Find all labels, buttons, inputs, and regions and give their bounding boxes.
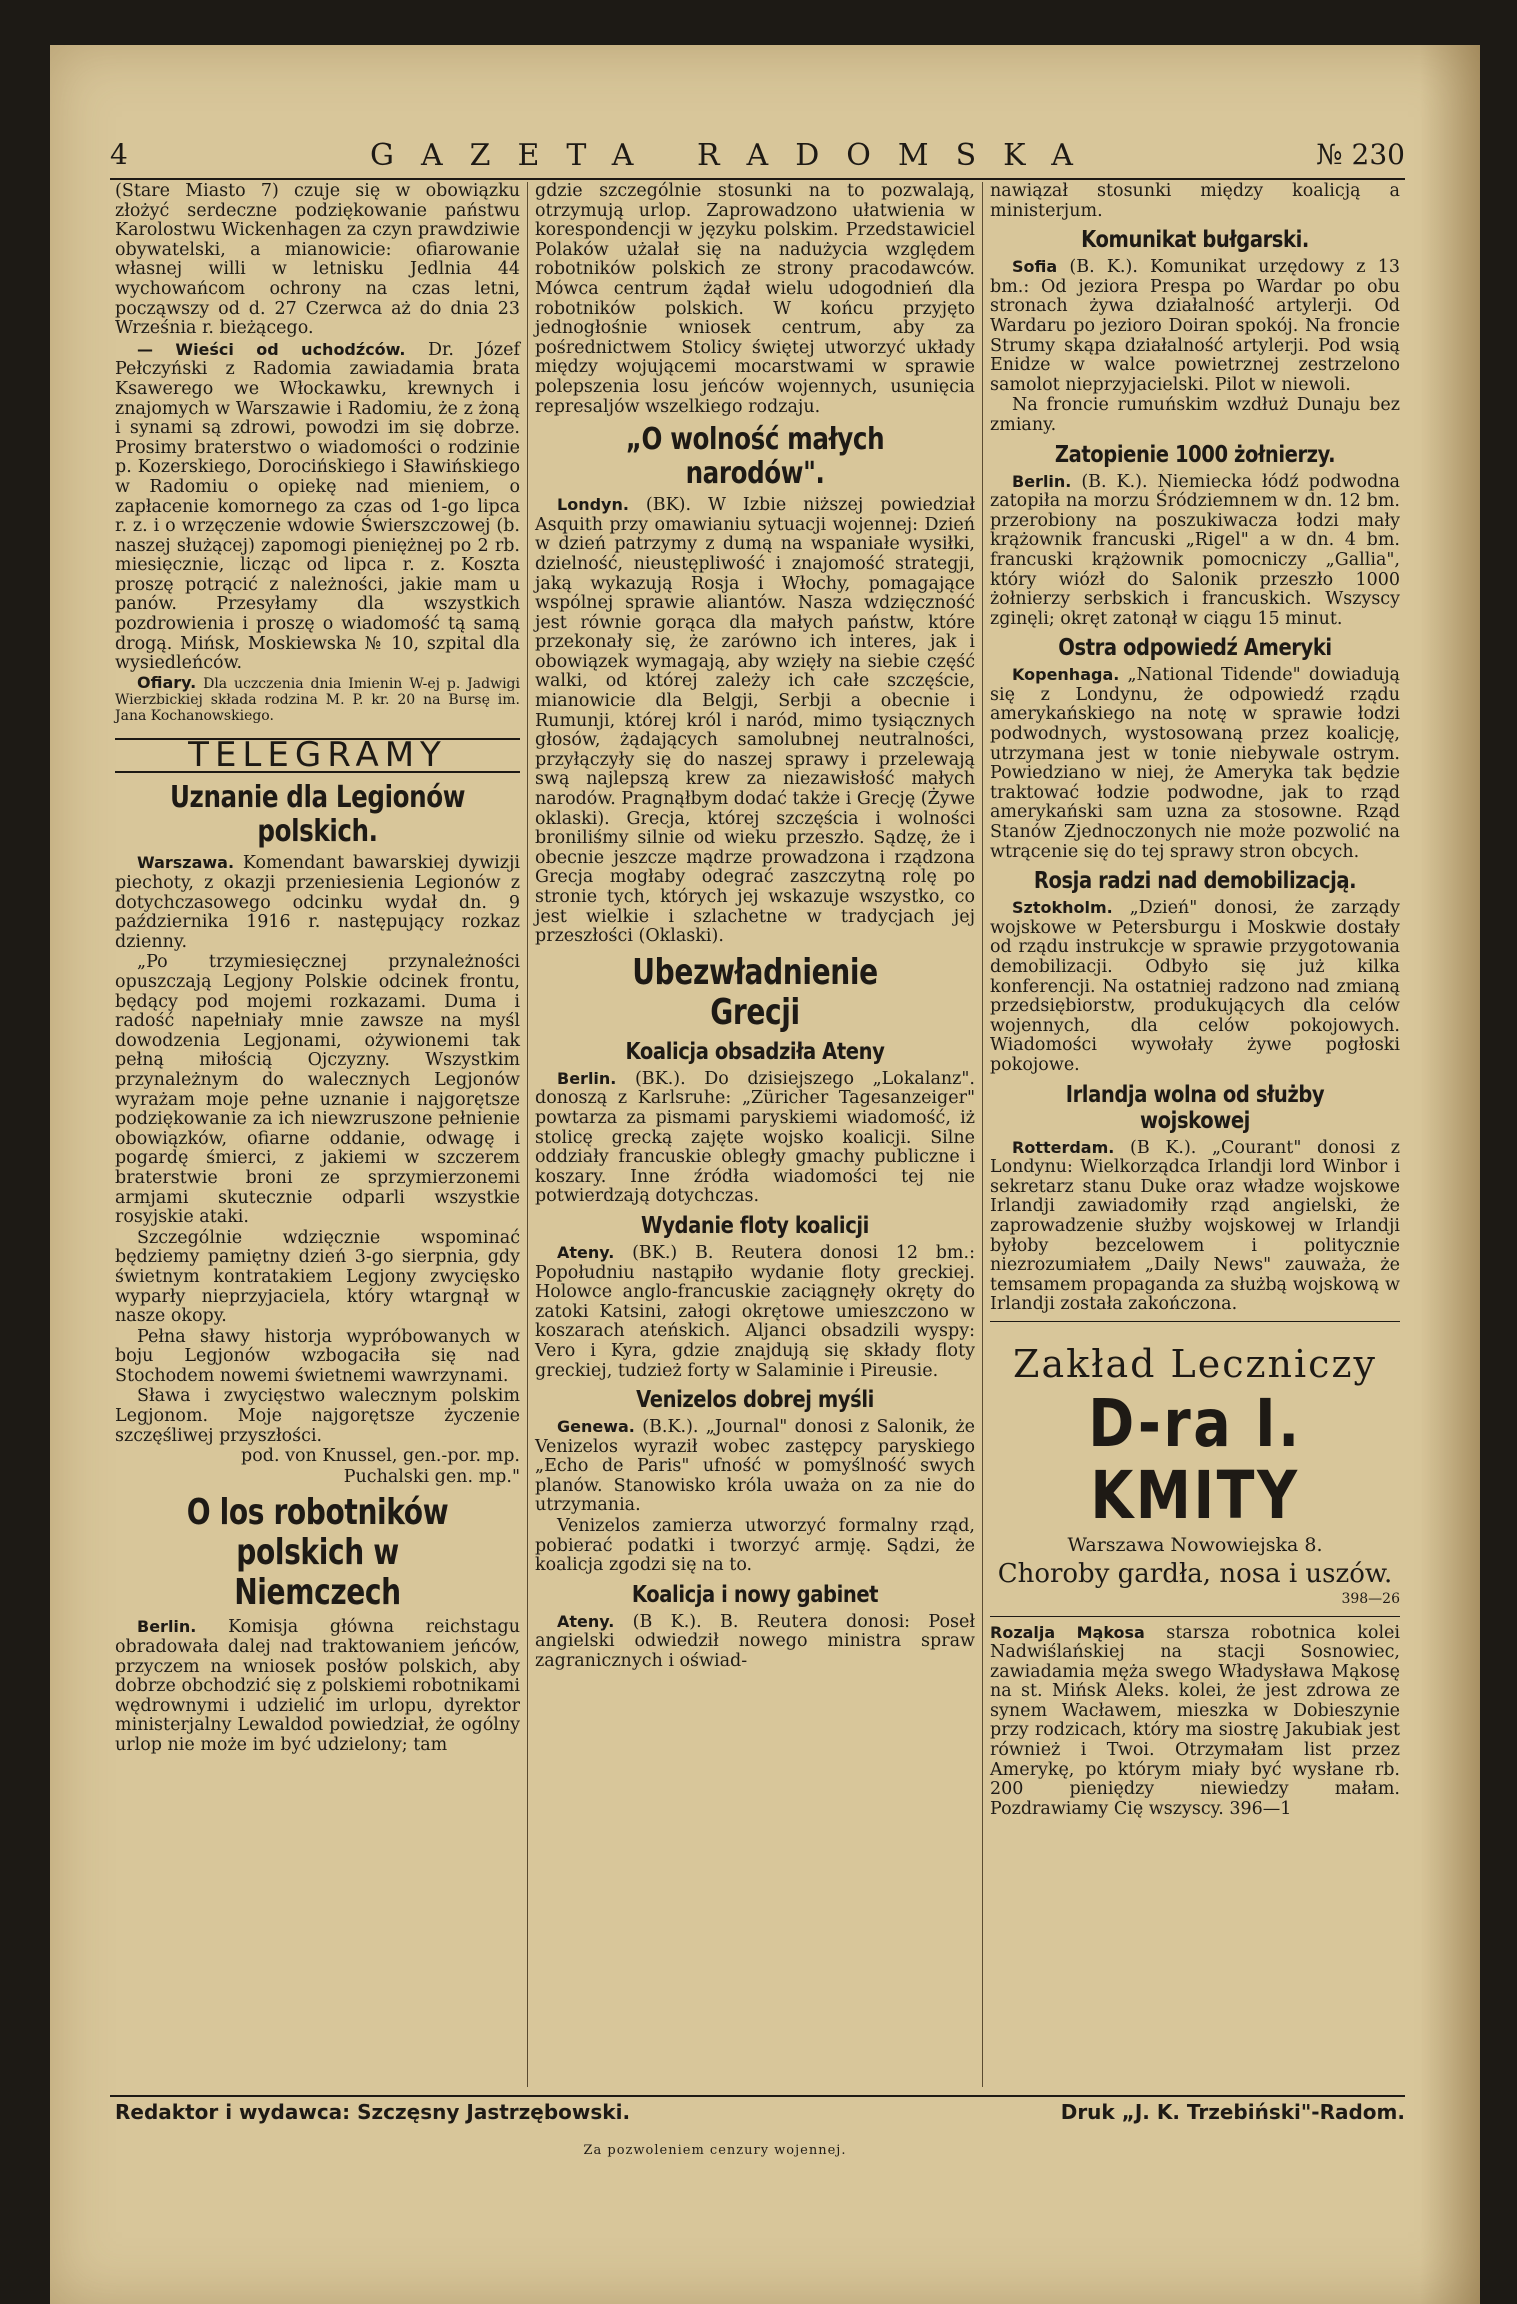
article-text: Dr. Józef Pełczyński z Radomia zawiadamia brata Ksawerego we Włockawku, krewnych i znajomych w Warszawie i Radomiu, że z żoną i synami są zdrowi, powodzi im się dobrze. Prosimy braterstwo o wiadomości o rodzinie p. Kozerskiego, Dorocińskiego i Sławińskiego w Radomiu o opiekę nad mieniem, o zapłacenie komornego za czas od 1-go lipca r. z. i o wrzęczenie wdowie Świerszczowej (b. naszej służącej) zapomogi pieniężnej po 2 rb. miesięcznie, licząc od lipca r. z. Koszta proszę potrącić z należności, jakie mam u panów. Przesyłamy dla wszystkich pozdrowienia i proszę o wiadomość tą samą drogą. Mińsk, Moskiewska № 10, szpital dla wysiedleńców. [115,339,520,674]
section-heading-telegramy: TELEGRAMY [115,738,520,774]
article-text: Komisja główna reichstagu obradowała dalej nad traktowaniem jeńców, przyczem na wniosek posłów polskich, aby dobrze obchodzić się z polskiemi robotnikami wędrownymi i udzielić im urlopu, dyrektor ministerjalny Lewaldod powiedział, że ogólny urlop nie może im być udzielony; tam [115,1617,520,1755]
article-text: Dla uczczenia dnia Imienin W-ej p. Jadwigi Wierzbickiej składa rodzina M. P. kr. 20 na Bursę im. Jana Kochanowskiego. [115,675,520,724]
dateline: Ateny. [557,1242,615,1262]
headline: Uznanie dla Legionów polskich. [169,780,466,850]
article-text: (BK.). Do dzisiejszego „Lokalanz". donoszą z Karlsruhe: „Züricher Tagesanzeiger" powtarza za pismami paryskiemi wiadomość, iż stolicę grecką zajęte wojsko koalicji. Silne oddziały francuskie obległy gmachy publiczne i koszary. Inne źródła wiadomości tej nie potwierdzają dotychczas. [535,1068,975,1207]
subheadline: Irlandja wolna od służby wojskowej [1065,1081,1325,1134]
section-lead: Ofiary. [137,672,197,692]
article-paragraph [535,1612,975,1672]
notice-text: starsza robotnica kolei Nadwiślańskiej na stacji Sosnowiec, zawiadamia męża swego Władysława Mąkosę na st. Mińsk Aleks. kolei, że jest zdrowa ze synem Wacławem, mieszka w Dobieszynie przy rodzicach, który ma siostrę Jakubiak jest również i Twoi. Otrzymałam list przez Amerykę, po którym miały być wysłane rb. 200 pieniędzy niewiedzy małam. Pozdrawiamy Cię wszyscy. 396—1 [990,1622,1400,1819]
article-paragraph [535,1417,975,1516]
subheadline: Koalicja obsadziła Ateny [625,1038,885,1065]
article-text: Pełna sławy historja wypróbowanych w boju Legjonów wzbogaciła się nad Stochodem nowemi świetnemi wawrzynami. [115,1326,520,1386]
ad-name: D-ra I. KMITY [1088,1384,1302,1534]
subheadline: Ostra odpowiedź Ameryki [1058,635,1332,662]
dateline: Sofia [1012,257,1058,277]
subheadline: Zatopienie 1000 żołnierzy. [1054,441,1336,468]
subheadline: Koalicja i nowy gabinet [631,1581,879,1608]
ad-title: Zakład Leczniczy [1013,1341,1377,1386]
dateline: Ateny. [557,1611,615,1631]
ad-code: 398—26 [1341,1590,1400,1607]
article-text: Szczególnie wdzięcznie wspominać będziemy pamiętny dzień 3-go sierpnia, gdy świetnym kontratakiem Legjony zwycięsko wyparły nieprzyjaciela, który wtargnął w nasze okopy. [115,1227,520,1327]
dateline: Berlin. [137,1617,197,1637]
censorship-note: Za pozwoleniem cenzury wojennej. [583,2143,847,2158]
subheadline: Rosja radzi nad demobilizacją. [1033,868,1357,895]
article-paragraph [535,1243,975,1381]
page-edge-shadow [1420,45,1480,2304]
article-paragraph [535,1069,975,1207]
dateline: Kopenhaga. [1012,665,1120,685]
dateline: Rotterdam. [1012,1137,1115,1157]
ad-address: Warszawa Nowowiejska 8. [1067,1533,1323,1556]
article-text: (BK.) B. Reutera donosi 12 bm.: Popołudniu nastąpiło wydanie floty greckiej. Holowce anglo-francuskie zaciągnęły okręty do zatoki Katsini, załogi okrętowe umieszczono w koszarach ateńskich. Aljanci obsadzili wyspy: Vero i Kyra, gdzie znajdują się składy floty greckiej, tudzież forty w Salaminie i Pireusie. [535,1242,975,1381]
article-text: Na froncie rumuńskim wzdłuż Dunaju bez zmiany. [990,395,1400,435]
dateline: Sztokholm. [1012,898,1113,918]
article-paragraph [990,898,1400,1075]
signature: pod. von Knussel, gen.-por. mp. [241,1446,520,1467]
notice-name: Rozalja Mąkosa [990,1622,1145,1642]
dateline: Londyn. [557,495,629,515]
article-text: Venizelos zamierza utworzyć formalny rząd, pobierać podatki i tworzyć armję. Sądzi, że koalicja zgodzi się na to. [535,1516,975,1576]
column-3 [990,182,1400,1820]
column-1 [115,182,520,1757]
editor-credit: Redaktor i wydawca: Szczęsny Jastrzębowski. [115,2100,631,2124]
printer-credit: Druk „J. K. Trzebiński"-Radom. [1060,2100,1405,2124]
article-paragraph [990,472,1400,630]
dateline: Warszawa. [137,853,235,873]
article-text: „Dzień" donosi, że zarządy wojskowe w Petersburgu i Moskwie dostały od rządu instrukcje w sprawie przygotowania demobilizacji. Odbyło się już kilka konferencji. Na ostatniej radzono nad zmianą przedsiębiorstw, produkujących dla celów wojennych, dla celów pokojowych. Wiadomości wywołały żywe pogłoski pokojowe. [990,898,1400,1075]
headline: Ubezwładnienie Grecji [632,951,878,1033]
column-2 [535,182,975,1673]
headline: „O wolność małych narodów". [625,422,885,492]
column-divider [982,182,983,2087]
section-rule [990,1321,1400,1322]
article-paragraph [115,340,520,674]
subheadline: Wydanie floty koalicji [641,1212,869,1239]
article-text: (Stare Miasto 7) czuje się w obowiązku złożyć serdeczne podziękowanie państwu Karolostwu Wickenhagen za czyn prawdziwie obywatelski, a mianowicie: ofiarowanie własnej willi w letnisku Jedlnia 44 wychowańcom ochrony na czas letni, począwszy od d. 27 Czerwca aż do dnia 23 Września r. bieżącego. [115,181,520,339]
column-divider [527,182,528,2087]
article-text: (B. K.). Komunikat urzędowy z 13 bm.: Od jeziora Prespa po Wardar po obu stronach żywa działalność artylerji. Od Wardaru po jezioro Doiran spokój. Na froncie Strumy skąpa działalność artylerji. Pod wsią Enidze w walce powietrznej zestrzelono samolot nieprzyjacielski. Pilot w niewoli. [990,257,1400,395]
article-paragraph [990,665,1400,862]
signature: Puchalski gen. mp." [343,1466,520,1487]
article-text: (BK). W Izbie niższej powiedział Asquith przy omawianiu sytuacji wojennej: Dzień w dzień patrzymy z dumą na wspaniałe wysiłki, dzielność, nieustępliwość i znajomość strategji, jaką wykazują Rosja i Włochy, pomagające wspólnej sprawie aliantów. Nasza wdzięczność jest równie gorąca dla małych państw, które przekonały się, że zarówno ich interes, jak i obowiązek wymagają, aby wzięły na siebie część walki, od której zależy ich całe szczęście, mianowicie dla Belgji, Serbji a obecnie i Rumunji, której król i naród, mimo tysiącznych głosów, żądających samolubnej neutralności, przyłączyły się do naszej sprawy i przelewają swą najlepszą krew za niezawisłość małych narodów. Pragnąłbym dodać także i Grecję (Żywe oklaski). Grecja, której szczęścia i wolności broniliśmy silnie od wieku przeszło. Sądzę, że i obecnie jeszcze mądrze prowadzona i rządzona Grecja mogłaby odegrać zaszczytną rolę po stronie tych, których jej wskazuje wszystko, co jest wielkie i szlachetne w tradycjach jej przeszłości (Oklaski). [535,495,975,947]
footer-rule [110,2095,1405,2097]
dateline: Berlin. [557,1068,617,1088]
article-paragraph [990,257,1400,395]
article-text: „National Tidende" dowiadują się z Londynu, że odpowiedź rządu amerykańskiego na notę w sprawie łodzi podwodnych, wystosowaną przez koalicję, utrzymana jest w tonie niebywale ostrym. Powiedziano w niej, że Ameryka tak będzie traktować łodzie podwodne, jak to rząd amerykański sam uzna za stosowne. Rząd Stanów Zjednoczonych nie może pozwolić na wtrącenie się do tej sprawy stron obcych. [990,665,1400,862]
article-paragraph [115,853,520,952]
headline: O los robotników polskich w Niemczech [186,1492,449,1614]
section-rule [990,1616,1400,1617]
article-text: (B K.). B. Reutera donosi: Poseł angielski odwiedził nowego ministra spraw zagranicznych i oświad- [535,1611,975,1672]
section-lead: — Wieści od uchodźców. [137,339,406,359]
article-paragraph [115,1617,520,1755]
article-text: gdzie szczególnie stosunki na to pozwalają, otrzymują urlop. Zaprowadzono ułatwienia w korespondencji w języku polskim. Przedstawiciel Polaków użalał się na nadużycia względem robotników polskich ze strony pracodawców. Mówca centrum żądał wielu udogodnień dla robotników polskich. W końcu przyjęto jednogłośnie wniosek centrum, aby za pośrednictwem Stolicy świętej utworzyć układy między wojującemi mocarstwami w sprawie polepszenia losu jeńców wojennych, usunięcia represaljów wszelkiego rodzaju. [535,181,975,417]
article-text: (B. K.). Niemiecka łódź podwodna zatopiła na morzu Śródziemnem w dn. 12 bm. przerobiony na poszukiwacza łodzi mały krążownik francuski „Rigel" a w dn. 4 bm. francuski krążownik pomocniczy „Gallia", który wiózł do Salonik przeszło 1000 żołnierzy serbskich i francuskich. Wszyscy zginęli; okręt zatonął w ciągu 15 minut. [990,471,1400,629]
issue-number: № 230 [1316,138,1405,171]
page-number: 4 [110,138,128,171]
dateline: Genewa. [557,1417,635,1437]
page-footer [115,2100,1405,2128]
article-text: (B.K.). „Journal" donosi z Salonik, że Venizelos wyraził wobec zastępcy paryskiego „Echo de Paris" ufność w pomyślność swych planów. Stanowisko króla uważa on za nie do utrzymania. [535,1417,975,1516]
page-header [110,138,1405,178]
article-text: nawiązał stosunki między koalicją a ministerjum. [990,181,1400,221]
ad-services: Choroby gardła, nosa i uszów. [997,1558,1393,1589]
masthead: GAZETA RADOMSKA [370,138,1100,173]
article-text: „Po trzymiesięcznej przynależności opuszczają Legjony Polskie odcinek frontu, będący pod mojemi rozkazami. Duma i radość napełniały mnie zawsze na myśl dowodzenia Legjonami, ożywionemi tak pełną miłością Ojczyzny. Wszystkim przynależnym do walecznych Legjonów wyrażam moje pełne uznanie i najgorętsze podziękowanie za ich niewzruszone pełnienie obowiązków, ofiarne oddanie, odwagę i pogardę śmierci, z jakiemi w szczerem braterstwie broni ze sprzymierzonemi armjami skutecznie odparli wszystkie rosyjskie ataki. [115,952,520,1228]
notice-paragraph [990,1623,1400,1820]
article-text: Komendant bawarskiej dywizji piechoty, z okazji przeniesienia Legionów z dotychczasowego odcinku wydał dn. 9 października 1916 r. następujący rozkaz dzienny. [115,853,520,952]
header-rule [110,178,1405,180]
dateline: Berlin. [1012,471,1072,491]
advertisement-clinic [990,1340,1400,1610]
article-paragraph [535,495,975,947]
article-text: Sława i zwycięstwo walecznym polskim Legjonom. Moje najgorętsze życzenie szczęśliwej przyszłości. [115,1386,520,1446]
article-text: (B K.). „Courant" donosi z Londynu: Wielkorządca Irlandji lord Winbor i sekretarz stanu Duke oraz władze wojskowe Irlandji zawiadomiły rząd angielski, że zaprowadzenie służby wojskowej w Irlandji byłoby bezcelowem i politycznie niezrozumiałem „Daily News" zauważa, że temsamem propaganda za służbą wojskową w Irlandji została zakończona. [990,1137,1400,1315]
subheadline: Venizelos dobrej myśli [636,1387,874,1414]
article-paragraph [990,1138,1400,1315]
article-paragraph [115,672,520,724]
subheadline: Komunikat bułgarski. [1081,227,1309,254]
